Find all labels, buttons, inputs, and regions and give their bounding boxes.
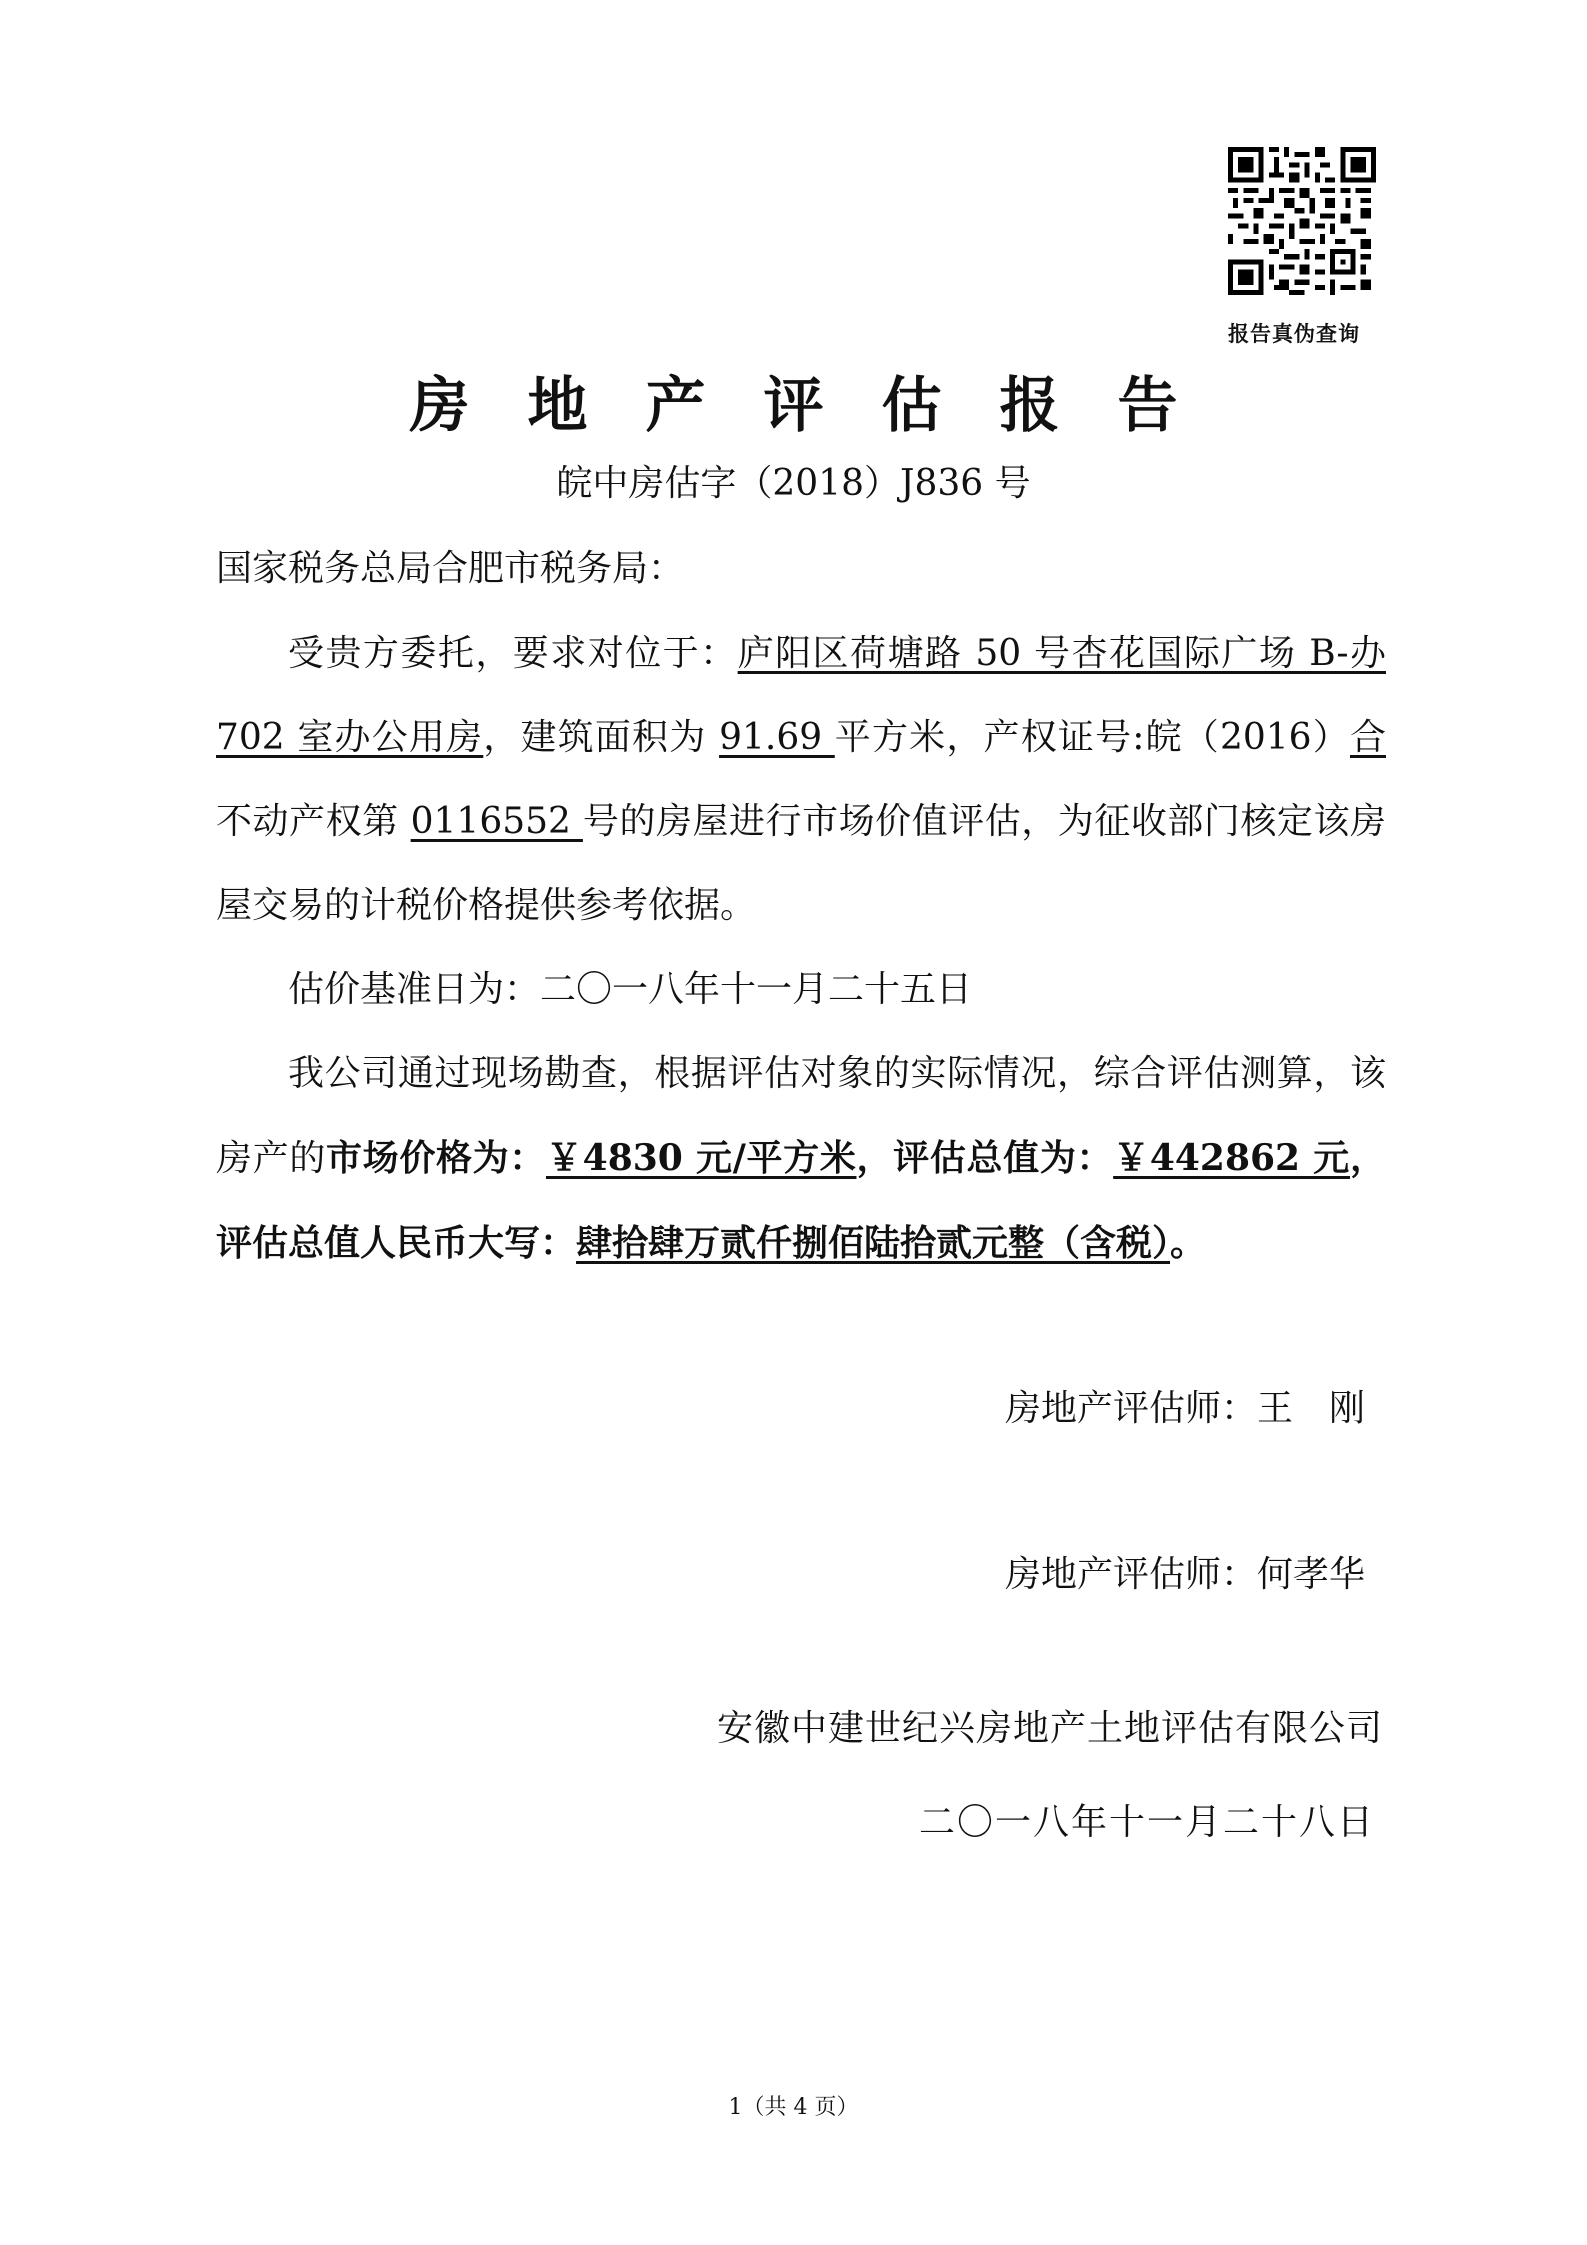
property-address: 庐阳区荷塘路 50 号杏花国际广场 B-办 702 室办公用房 bbox=[216, 633, 1386, 758]
document-title: 房地产评估报告 bbox=[409, 371, 1236, 441]
certificate-number: 0116552 bbox=[410, 801, 583, 842]
text-segment: 受贵方委托，要求对位于： bbox=[288, 633, 738, 674]
unit-price: ￥4830 元/平方米 bbox=[545, 1137, 857, 1179]
paragraph-commission bbox=[216, 612, 1386, 948]
issue-date: 二〇一八年十一月二十八日 bbox=[918, 1802, 1375, 1843]
separator: 。 bbox=[1170, 1222, 1207, 1264]
qr-caption: 报告真伪查询 bbox=[1228, 322, 1360, 346]
paragraph-result bbox=[216, 1032, 1386, 1286]
building-area: 91.69 bbox=[719, 717, 835, 758]
valuation-date: 二〇一八年十一月二十五日 bbox=[540, 969, 973, 1010]
addressee: 国家税务总局合肥市税务局： bbox=[216, 548, 685, 589]
page-number: 1（共 4 页） bbox=[728, 2095, 859, 2120]
qr-code-icon bbox=[1228, 147, 1376, 295]
text-segment: 我公司通过现场勘查，根据评估对象的实际情况，综合评估测算，该房产的 bbox=[216, 1053, 1386, 1179]
paragraph-valuation-date bbox=[216, 948, 1386, 1032]
valuation-date-label: 估价基准日为： bbox=[288, 969, 541, 1010]
total-value: ￥442862 元 bbox=[1113, 1137, 1350, 1179]
appraiser-signature-2: 房地产评估师：何孝华 bbox=[1004, 1554, 1365, 1595]
report-body bbox=[216, 612, 1386, 1286]
separator: ， bbox=[856, 1137, 894, 1179]
text-segment: 平方米，产权证号:皖（2016） bbox=[834, 717, 1350, 758]
rmb-amount-label: 评估总值人民币大写： bbox=[216, 1222, 577, 1264]
text-segment: ，建筑面积为 bbox=[483, 717, 720, 758]
document-number: 皖中房估字（2018）J836 号 bbox=[556, 463, 1031, 504]
rmb-amount: 肆拾肆万贰仟捌佰陆拾贰元整（含税） bbox=[576, 1222, 1171, 1264]
total-value-label: 评估总值为： bbox=[893, 1137, 1114, 1179]
text-segment: 号的房屋进行市场价值评估，为征收部门核定该房屋交易的计税价格提供参考依据。 bbox=[216, 801, 1386, 926]
text-segment: 不动产权第 bbox=[216, 801, 411, 842]
market-price-label: 市场价格为： bbox=[326, 1137, 546, 1179]
company-name: 安徽中建世纪兴房地产土地评估有限公司 bbox=[716, 1708, 1383, 1749]
certificate-city: 合 bbox=[1349, 717, 1386, 758]
appraiser-signature-1: 房地产评估师：王 刚 bbox=[1004, 1388, 1365, 1429]
separator: ， bbox=[1349, 1137, 1386, 1179]
